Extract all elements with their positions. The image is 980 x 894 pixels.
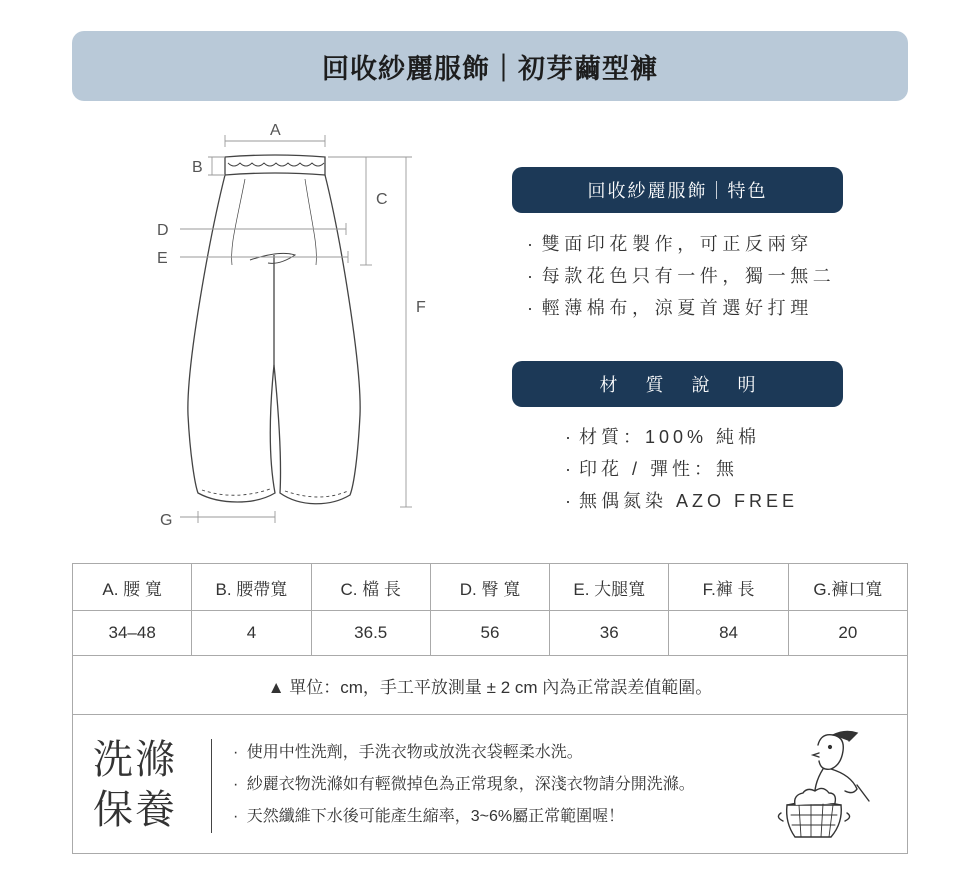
care-item: · 使用中性洗劑，手洗衣物或放洗衣袋輕柔水洗。 [233,744,583,761]
care-title-line: 洗滌 [93,737,177,783]
features-item: · 雙面印花製作，可正反兩穿 [527,234,813,254]
size-header-cell: C. 檔 長 [311,564,430,611]
size-header-cell: D. 臀 寬 [430,564,549,611]
size-value-cell: 84 [669,611,788,656]
material-item: · 印花 / 彈性：無 [565,459,739,479]
size-note: ▲ 單位：cm，手工平放測量 ± 2 cm 內為正常誤差值範圍。 [73,656,908,715]
label-g: G [160,512,173,529]
size-table [72,563,908,854]
title-banner [72,31,908,101]
care-section [73,715,907,853]
size-value-cell: 34–48 [73,611,192,656]
size-value-cell: 36 [550,611,669,656]
care-item: · 紗麗衣物洗滌如有輕微掉色為正常現象，深淺衣物請分開洗滌。 [233,776,695,793]
material-heading-pill [512,361,843,407]
label-b: B [192,159,203,176]
material-item: · 材質：100% 純棉 [565,427,761,447]
features-item: · 每款花色只有一件，獨一無二 [527,266,836,286]
material-list [565,421,798,517]
size-header-cell: A. 腰 寬 [73,564,192,611]
size-value-cell: 4 [192,611,311,656]
care-list [233,737,695,833]
label-d: D [157,222,169,239]
size-note-row [73,656,908,715]
features-item: · 輕薄棉布，涼夏首選好打理 [527,298,813,318]
features-list [527,228,835,324]
pants-diagram [150,115,440,535]
size-header-cell: G.褲口寬 [788,564,907,611]
size-value-row [73,611,908,656]
pants-outline-illustration [150,115,440,535]
care-divider [211,739,212,833]
material-item: · 無偶氮染 AZO FREE [565,491,799,511]
label-f: F [416,299,426,316]
care-title-line: 保養 [93,787,177,833]
size-header-row [73,564,908,611]
page-title: 回收紗麗服飾｜初芽繭型褲 [322,53,658,84]
size-header-cell: F.褲 長 [669,564,788,611]
size-value-cell: 20 [788,611,907,656]
size-header-cell: B. 腰帶寬 [192,564,311,611]
label-e: E [157,250,168,267]
features-heading: 回收紗麗服飾｜特色 [587,181,768,201]
label-a: A [270,122,281,139]
laundry-mascot-illustration [773,725,883,845]
care-title [93,735,183,835]
care-cell [73,715,908,854]
care-item: · 天然纖維下水後可能產生縮率，3~6%屬正常範圍喔！ [233,808,625,825]
size-value-cell: 36.5 [311,611,430,656]
features-heading-pill [512,167,843,213]
material-heading: 材質說明 [599,375,784,395]
label-c: C [376,191,388,208]
size-value-cell: 56 [430,611,549,656]
care-row [73,715,908,854]
size-header-cell: E. 大腿寬 [550,564,669,611]
